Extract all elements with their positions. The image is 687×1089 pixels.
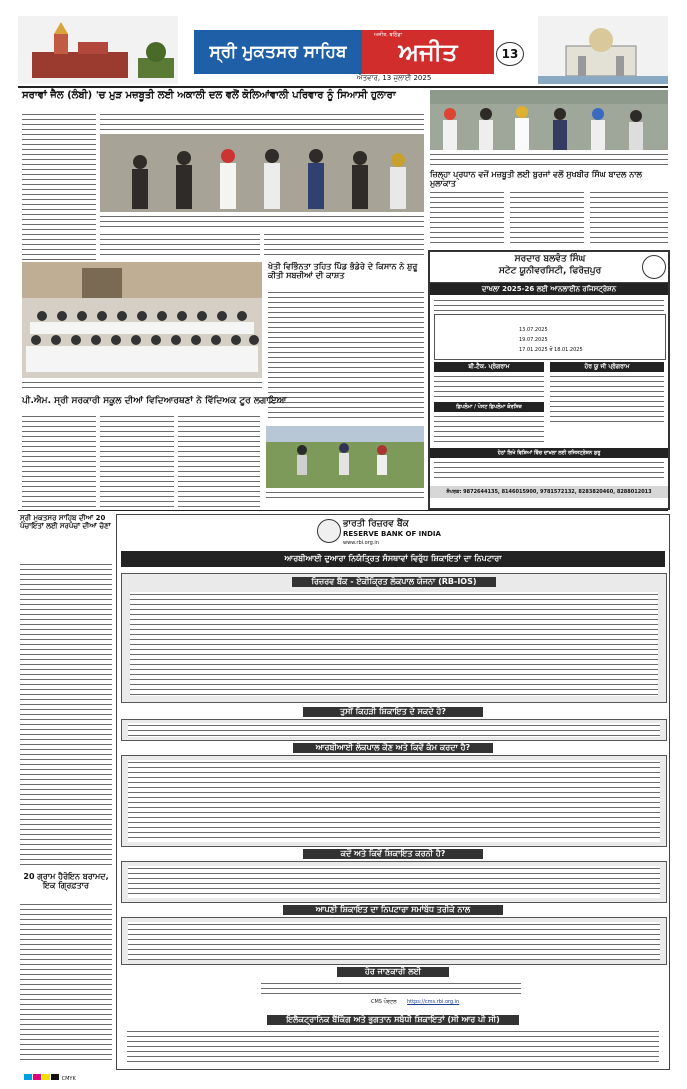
rbi-section-7-text [127, 1029, 659, 1063]
print-slug [0, 0, 687, 12]
rbi-section-3-body [121, 755, 667, 847]
college-admission-ad [428, 250, 670, 510]
page-number: 13 [496, 42, 524, 66]
right-story-text-col-2 [510, 190, 584, 246]
rbi-section-6-body [121, 979, 665, 1015]
rbi-section-rbios [121, 573, 667, 703]
mid-story-headline: ਖੇਤੀ ਵਿਭਿੰਨਤਾ ਤਹਿਤ ਪਿੰਡ ਭੰਡੇਰੇ ਦੇ ਕਿਸਾਨ ਨੇ ਸ਼ੁਰੂ ਕੀਤੀ ਸਬਜ਼ੀਆਂ ਦੀ ਕਾਸ਼ਤ [268, 262, 418, 281]
masthead-right-illustration [538, 16, 668, 84]
ug-programs-list [434, 374, 544, 400]
admission-intro-text [434, 298, 664, 312]
admission-dates-table [434, 314, 666, 360]
university-seal-icon [642, 255, 666, 279]
rbi-section-2-body [121, 719, 667, 741]
right-story-text-col-1 [430, 190, 504, 246]
farmer-photo-caption [266, 490, 424, 502]
registration-note: ਹੇਠਾਂ ਲਿਖੇ ਵਿਸ਼ਿਆਂ ਵਿੱਚ ਦਾਖ਼ਲਾ ਲਈ ਰਜਿਸਟ੍ਰੇਸ਼ਨ ਸ਼ੁਰੂ [430, 448, 668, 458]
college-ad-header [430, 252, 668, 283]
issue-date: ਐਤਵਾਰ, 13 ਜੁਲਾਈ 2025 [356, 74, 432, 82]
rbi-section-3-title: ਆਰਬੀਆਈ ਲੋਕਪਾਲ ਕੌਣ ਅਤੇ ਕਿਵੇਂ ਕੰਮ ਕਰਦਾ ਹੈ? [293, 743, 493, 753]
rbi-section-3-text [128, 760, 660, 842]
lead-story-text-col-1 [22, 112, 96, 260]
print-color-bar [24, 1074, 664, 1082]
rbi-english-name: RESERVE BANK OF INDIA [343, 530, 441, 538]
students-group-photo [22, 262, 262, 378]
left-column-headline-2: 20 ਗ੍ਰਾਮ ਹੈਰੋਇਨ ਬਰਾਮਦ, ਇਕ ਗ੍ਰਿਫ਼ਤਾਰ [23, 872, 109, 891]
masthead-left-illustration [18, 16, 178, 84]
diploma-list [434, 414, 544, 444]
right-photo-caption [430, 152, 668, 166]
rbi-section-4-title: ਕਦੋਂ ਅਤੇ ਕਿਵੇਂ ਸ਼ਿਕਾਇਤ ਕਰਨੀ ਹੈ? [303, 849, 483, 859]
rbi-section-4-text [128, 866, 660, 898]
rbi-emblem-icon [317, 519, 341, 543]
other-programs-list [550, 374, 664, 424]
fold-rule [18, 510, 668, 511]
gurdwara-illustration-left [18, 16, 178, 84]
rbi-section-5-title: ਆਪਣੀ ਸ਼ਿਕਾਇਤ ਦਾ ਨਿਪਟਾਰਾ ਸਮਾਂਬੱਧ ਤਰੀਕੇ ਨਾਲ [283, 905, 503, 915]
right-photo [430, 90, 668, 150]
admission-banner: ਦਾਖਲਾ 2025-26 ਲਈ ਆਨਲਾਈਨ ਰਜਿਸਟ੍ਰੇਸ਼ਨ [430, 283, 668, 295]
rbi-banner: ਆਰਬੀਆਈ ਦੁਆਰਾ ਨਿਯੰਤ੍ਰਿਤ ਸੰਸਥਾਵਾਂ ਵਿਰੁੱਧ ਸ਼ਿਕਾਇਤਾਂ ਦਾ ਨਿਪਟਾਰਾ [121, 551, 665, 567]
gurdwara-illustration-right [538, 16, 668, 84]
lead-headline: ਸਰਾਵਾਂ ਜੈਲ (ਲੰਬੀ) 'ਚ ਮੁੜ ਮਜ਼ਬੂਤੀ ਲਈ ਅਕਾਲੀ ਦਲ ਵਲੋਂ ਕੋਲਿਆਂਵਾਲੀ ਪਰਿਵਾਰ ਨੂੰ ਸਿਆਸੀ ਹੁਲਾਰਾ [22, 90, 396, 101]
date-2: 19.07.2025 [519, 337, 548, 343]
school-story-col-1 [22, 414, 96, 510]
date-1: 13.07.2025 [519, 327, 548, 333]
rbi-section-4-body [121, 861, 667, 903]
rbi-notice [116, 514, 670, 1070]
other-programs-title: ਹੋਰ ਯੂ ਜੀ ਪ੍ਰੋਗਰਾਮ [550, 362, 664, 372]
farmer-field-photo [266, 426, 424, 488]
rbi-section-5-text [128, 922, 660, 960]
left-column-headline-1: ਸ੍ਰੀ ਮੁਕਤਸਰ ਸਾਹਿਬ ਦੀਆਂ 20 ਪੰਚਾਇਤਾਂ ਲਈ ਸਰਪੰਚਾਂ ਦੀਆਂ ਚੋਣਾਂ [20, 514, 111, 531]
rbi-section-1-bullets [130, 592, 658, 696]
masthead-rule [18, 86, 668, 88]
date-3: 17.01.2025 ਤੋਂ 18.01.2025 [519, 347, 583, 353]
lead-story-text-col-3 [264, 232, 424, 258]
school-story-headline: ਪੀ.ਐਮ. ਸ੍ਰੀ ਸਰਕਾਰੀ ਸਕੂਲ ਦੀਆਂ ਵਿਦਿਆਰਥਣਾਂ ਨੇ ਵਿੱਦਿਅਕ ਟੂਰ ਲਗਾਇਆ [22, 396, 287, 406]
rbi-section-5-body [121, 917, 667, 965]
lead-photo-caption [100, 214, 424, 230]
group-photo-caption [22, 380, 262, 388]
cms-label: CMS ਪੋਰਟਲ [371, 999, 397, 1005]
rbi-section-1-title: ਰਿਜ਼ਰਵ ਬੈਂਕ - ਏਕੀਕ੍ਰਿਤ ਲੋਕਪਾਲ ਯੋਜਨਾ (RB-IOS) [292, 577, 496, 587]
rbi-hindi-name: ਭਾਰਤੀ ਰਿਜ਼ਰਵ ਬੈਂਕ [343, 519, 409, 529]
institute-line-1: ਸਰਦਾਰ ਬਲਵੰਤ ਸਿੰਘ [514, 254, 586, 264]
cms-portal-link[interactable]: https://cms.rbi.org.in [407, 999, 460, 1005]
city-title: ਸ੍ਰੀ ਮੁਕਤਸਰ ਸਾਹਿਬ [194, 30, 362, 74]
right-story-headline: ਜ਼ਿਲ੍ਹਾ ਪ੍ਰਧਾਨ ਵਜੋਂ ਮਜ਼ਬੂਤੀ ਲਈ ਬੁਰਜਾਂ ਵਲੋਂ ਸੁਖਬੀਰ ਸਿੰਘ ਬਾਦਲ ਨਾਲ ਮੁਲਾਕਾਤ [430, 170, 642, 189]
rbi-section-6-title: ਹੋਰ ਜਾਣਕਾਰੀ ਲਈ [337, 967, 449, 977]
edition-line: ਅਜੀਤ, ਬਠਿੰਡਾ [374, 32, 403, 38]
rbi-section-2-title: ਤੁਸੀਂ ਕਿਹੜੀ ਸ਼ਿਕਾਇਤ ਦੇ ਸਕਦੇ ਹੋ? [303, 707, 483, 717]
rbi-section-2-text [128, 723, 660, 737]
contact-phones: ਸੰਪਰਕ: 9872644135, 8146015900, 9781572132, 8283820460, 8288012013 [430, 486, 668, 498]
diploma-title: ਡਿਪਲੋਮਾ / ਪੋਸਟ ਡਿਪਲੋਮਾ ਕੋਰਸਿਜ਼ [434, 402, 544, 412]
rbi-section-7-title: ਇਲੈਕਟ੍ਰਾਨਿਕ ਬੈਂਕਿੰਗ ਅਤੇ ਭੁਗਤਾਨ ਸਬੰਧੀ ਸ਼ਿਕਾਇਤਾਂ (ਸੀ ਆਰ ਪੀ ਸੀ) [267, 1015, 519, 1025]
rbi-website: www.rbi.org.in [343, 540, 379, 546]
left-column-text-2 [20, 902, 112, 1062]
lead-photo [100, 134, 424, 212]
institute-line-2: ਸਟੇਟ ਯੂਨੀਵਰਸਿਟੀ, ਫਿਰੋਜ਼ਪੁਰ [498, 266, 602, 276]
rbi-section-6-text [261, 981, 521, 997]
registration-details [434, 460, 664, 482]
paper-title: ਅਜੀਤ [362, 30, 494, 74]
rbi-section-7-body [121, 1027, 665, 1065]
lead-story-text-top [100, 112, 424, 134]
lead-story-text-col-2 [100, 232, 260, 258]
left-column-text-1 [20, 562, 112, 868]
school-story-col-3 [178, 414, 260, 510]
cmyk-label: CMYK [61, 1076, 76, 1082]
masthead [18, 16, 668, 84]
school-story-col-2 [100, 414, 174, 510]
ug-programs-title: ਬੀ.ਟੈਕ. ਪ੍ਰੋਗਰਾਮ [434, 362, 544, 372]
right-story-text-col-3 [590, 190, 668, 246]
